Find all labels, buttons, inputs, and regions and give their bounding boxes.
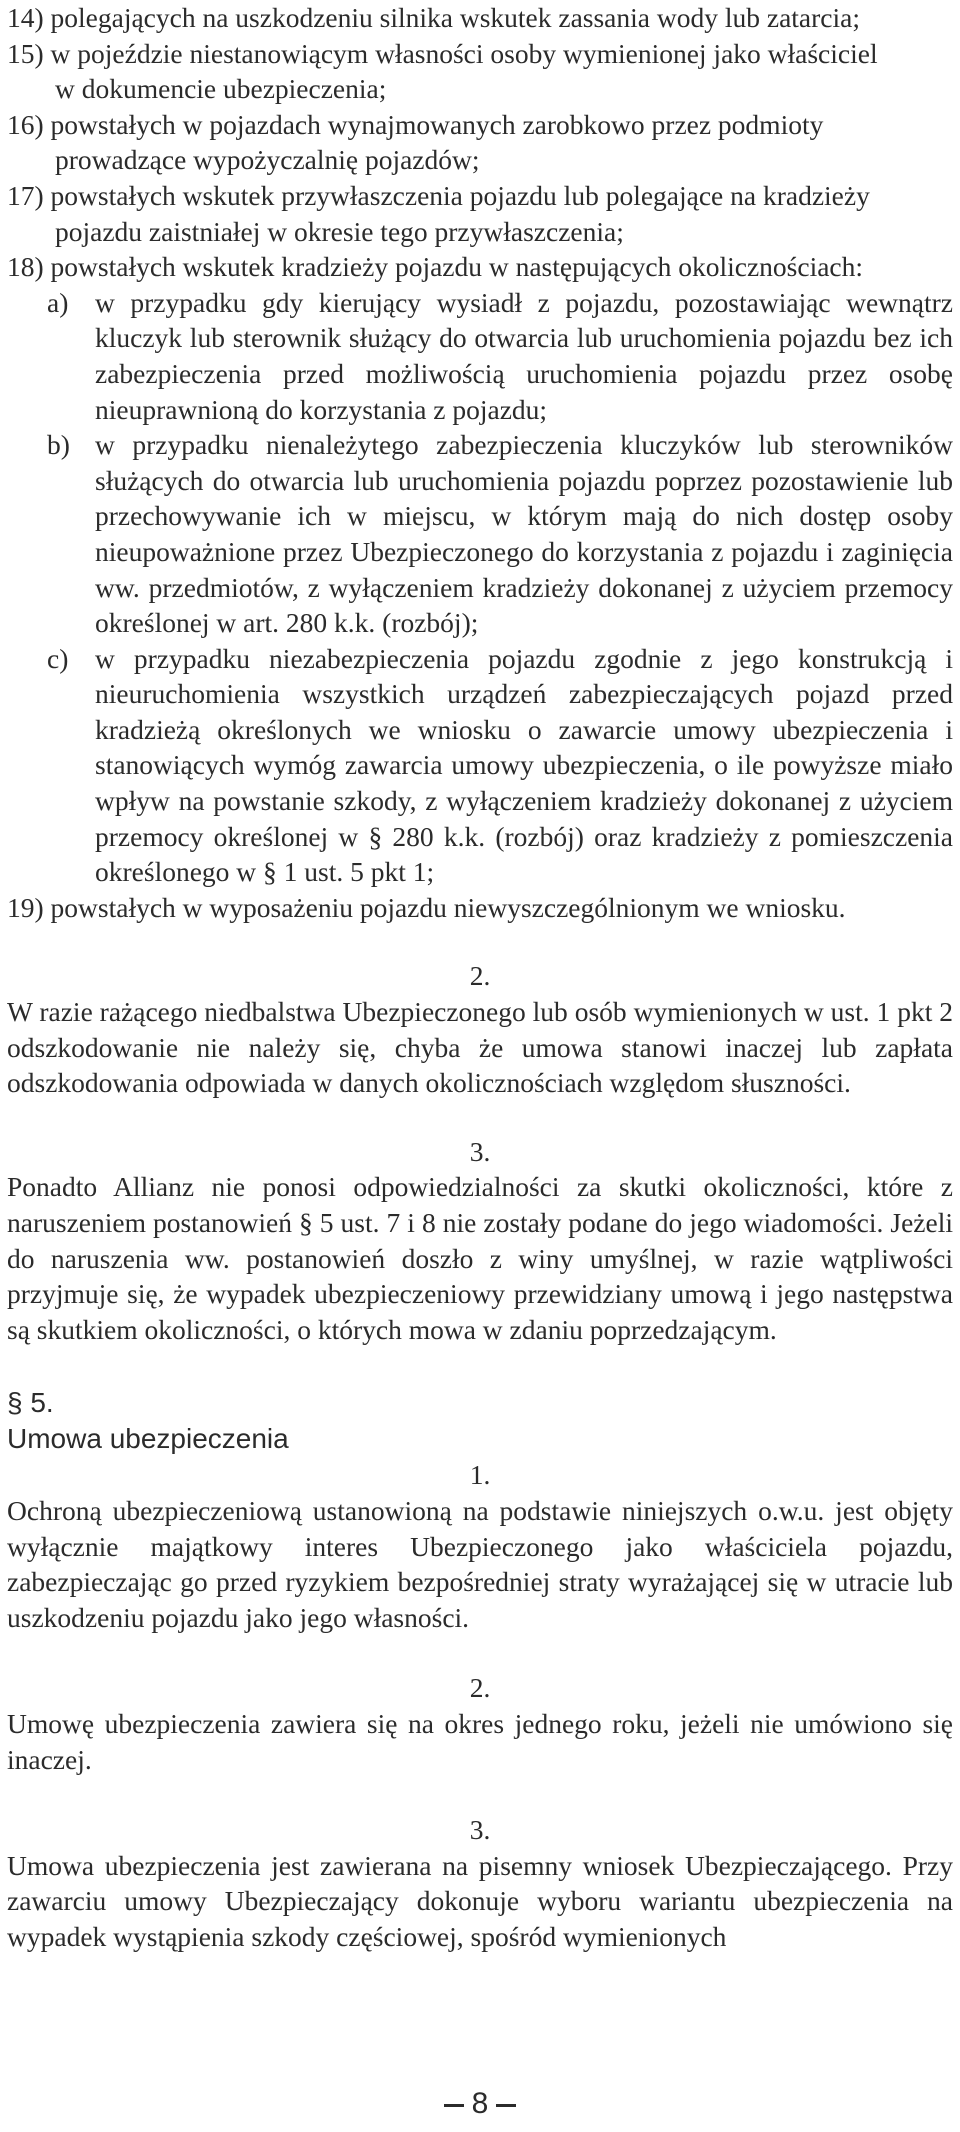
paragraph-3-text: Ponadto Allianz nie ponosi odpowiedzialności za skutki okoliczności, które z naruszeniem postanowień § 5 ust. 7 i 8 nie zostały podane do jego wiadomości. Jeżeli do naruszenia ww. postanowień doszło z winy umyślnej, w razie wątpliwości przyjmuje się, że wypadek ubezpieczeniowy przewidziany umową i jego następstwa są skutkiem okoliczności, o których mowa w zdaniu poprzedzającym. — [7, 1171, 953, 1345]
sub-item-a — [7, 285, 953, 427]
list-item-17 — [7, 178, 953, 249]
document-page — [7, 0, 953, 1955]
section-5-paragraph-1-number: 1. — [469, 1459, 491, 1491]
list-item-16-line2: prowadzące wypożyczalnię pojazdów; — [55, 144, 480, 176]
list-item-16 — [7, 107, 953, 178]
list-item-17-line1: 17) powstałych wskutek przywłaszczenia pojazdu lub polegające na kradzieży — [7, 179, 870, 211]
list-item-18: 18) powstałych wskutek kradzieży pojazdu w następujących okolicznościach: — [7, 251, 864, 283]
section-5-mark: § 5. — [7, 1387, 54, 1419]
section-5-paragraph-2-text: Umowę ubezpieczenia zawiera się na okres jednego roku, jeżeli nie umówiono się inaczej. — [7, 1707, 953, 1775]
list-item-17-line2: pojazdu zaistniałej w okresie tego przywłaszczenia; — [55, 215, 624, 247]
sub-item-c-letter: c) — [47, 642, 69, 674]
list-item-16-line1: 16) powstałych w pojazdach wynajmowanych zarobkowo przez podmioty — [7, 108, 824, 140]
footer-dash-left — [444, 2104, 464, 2107]
sub-item-b — [7, 427, 953, 641]
sub-item-b-letter: b) — [47, 429, 70, 461]
paragraph-2-text: W razie rażącego niedbalstwa Ubezpieczonego lub osób wymienionych w ust. 1 pkt 2 odszkodowanie nie należy się, chyba że umowa stanowi inaczej lub zapłata odszkodowania odpowiada w danych okolicznościach względom słuszności. — [7, 996, 953, 1099]
footer-dash-right — [496, 2104, 516, 2107]
sub-item-c-text: w przypadku niezabezpieczenia pojazdu zgodnie z jego konstrukcją i nieuruchomienia wszystkich urządzeń zabezpieczających pojazd przed kradzieżą określonych we wniosku o zawarcie umowy ubezpieczenia i stanowiących wymóg zawarcia umowy ubezpieczenia, o ile powyższe miało wpływ na powstanie szkody, z wyłączeniem kradzieży dokonanej z użyciem przemocy określonej w § 280 k.k. (rozbój) oraz kradzieży z pomieszczenia określonego w § 1 ust. 5 pkt 1; — [95, 642, 953, 888]
section-5-title: Umowa ubezpieczenia — [7, 1423, 289, 1455]
exclusions-list — [7, 0, 953, 925]
section-5-paragraph-3-text: Umowa ubezpieczenia jest zawierana na pisemny wniosek Ubezpieczającego. Przy zawarciu umowy Ubezpieczający dokonuje wyboru wariantu ubezpieczenia na wypadek wystąpienia szkody częściowej, spośród wymienionych — [7, 1849, 953, 1952]
paragraph-3-number: 3. — [469, 1135, 491, 1167]
sub-item-b-text: w przypadku nienależytego zabezpieczenia kluczyków lub sterowników służących do otwarcia lub uruchomienia pojazdu poprzez pozostawienie lub przechowywanie ich w miejscu, w którym mają do nich dostęp osoby nieupoważnione przez Ubezpieczonego do korzystania z pojazdu i zaginięcia ww. przedmiotów, z wyłączeniem kradzieży dokonanej z użyciem przemocy określonej w art. 280 k.k. (rozbój); — [95, 429, 953, 639]
sub-item-c — [7, 641, 953, 890]
paragraph-2-number: 2. — [469, 960, 491, 992]
sub-item-a-letter: a) — [47, 286, 69, 318]
page-number: 8 — [471, 2087, 489, 2120]
list-item-19: 19) powstałych w wyposażeniu pojazdu niewyszczególnionym we wniosku. — [7, 891, 846, 923]
page-footer — [0, 2086, 960, 2122]
list-item-15-line1: 15) w pojeździe niestanowiącym własności osoby wymienionej jako właściciel — [7, 37, 878, 69]
sub-item-a-text: w przypadku gdy kierujący wysiadł z pojazdu, pozostawiając wewnątrz kluczyk lub sterownik służący do otwarcia lub uruchomienia pojazdu bez ich zabezpieczenia przed możliwością uruchomienia pojazdu przez osobę nieuprawnioną do korzystania z pojazdu; — [95, 286, 953, 425]
list-item-15-line2: w dokumencie ubezpieczenia; — [55, 73, 387, 105]
list-item-15 — [7, 36, 953, 107]
list-item-14: 14) polegających na uszkodzeniu silnika wskutek zassania wody lub zatarcia; — [7, 2, 860, 33]
section-5-paragraph-3-number: 3. — [469, 1814, 491, 1846]
section-5-paragraph-1-text: Ochroną ubezpieczeniową ustanowioną na podstawie niniejszych o.w.u. jest objęty wyłącznie majątkowy interes Ubezpieczonego jako właściciela pojazdu, zabezpieczając go przed ryzykiem bezpośredniej straty wyrażającej się w utracie lub uszkodzeniu pojazdu jako jego własności. — [7, 1494, 953, 1633]
section-5-paragraph-2-number: 2. — [469, 1672, 491, 1704]
